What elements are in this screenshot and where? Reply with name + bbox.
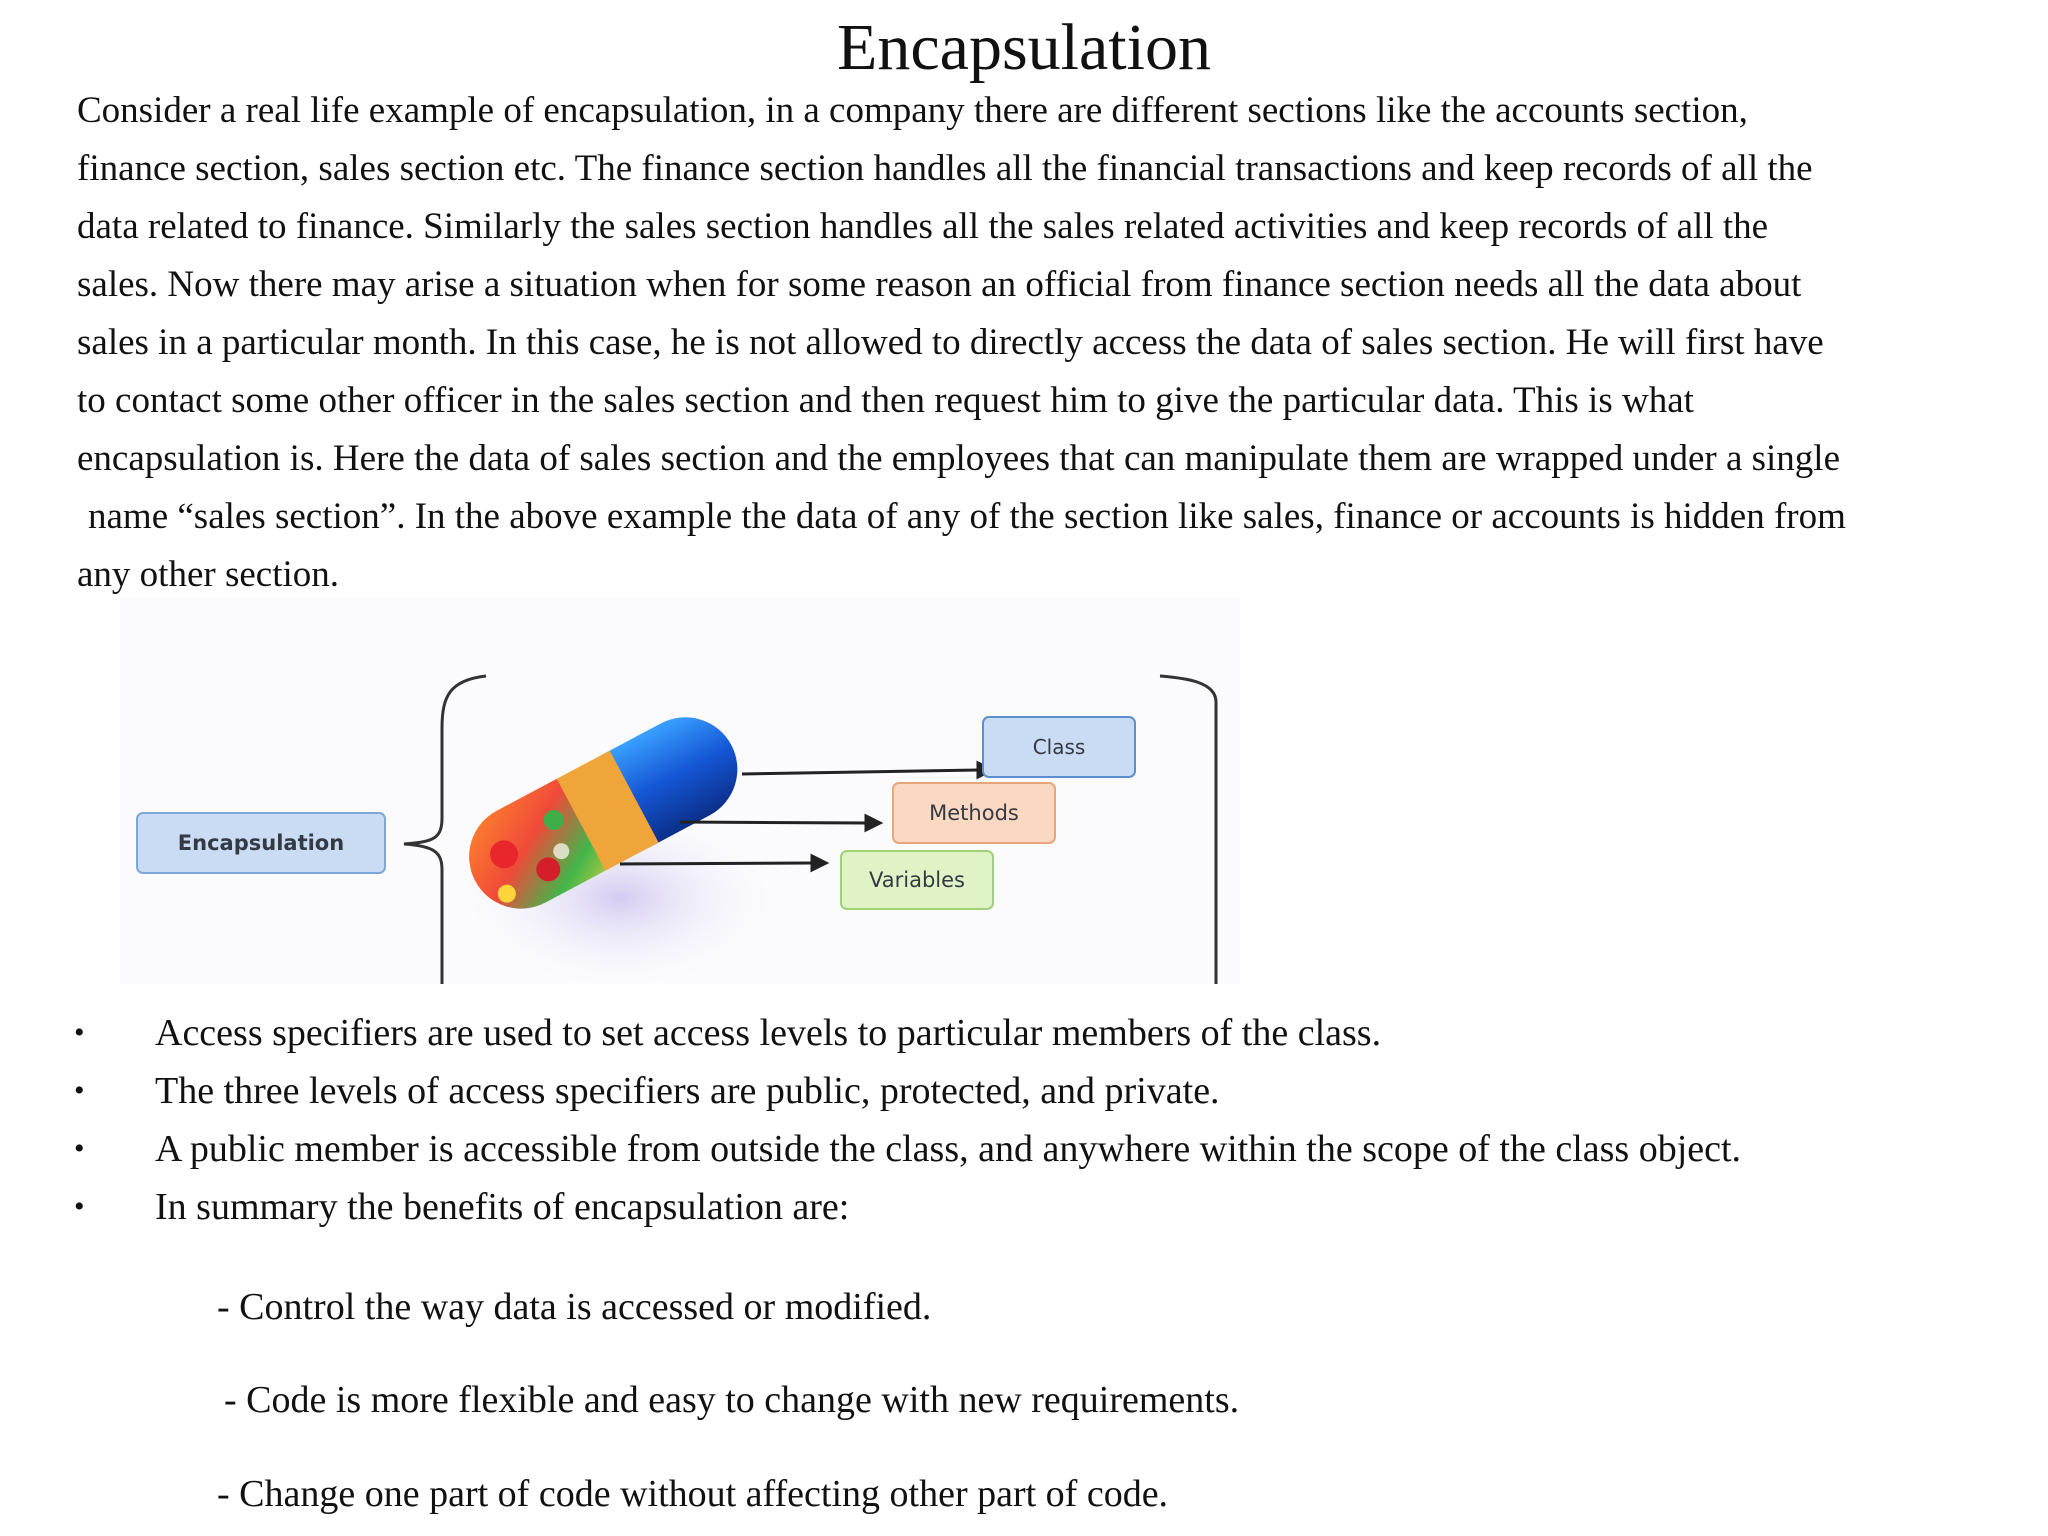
list-item xyxy=(0,1178,1741,1236)
paragraph-line: any other section. xyxy=(77,554,339,595)
slide-title: Encapsulation xyxy=(837,11,1211,84)
methods-box: Methods xyxy=(892,782,1056,844)
paragraph-line: name “sales section”. In the above example the data of any of the section like sales, finance or accounts is hidden from xyxy=(88,496,1846,537)
encapsulation-diagram xyxy=(120,598,1240,984)
bullet-text: The three levels of access specifiers are public, protected, and private. xyxy=(155,1070,1220,1112)
paragraph-line: sales in a particular month. In this case, he is not allowed to directly access the data of sales section. He will first have xyxy=(77,322,1824,363)
paragraph-line: data related to finance. Similarly the sales section handles all the sales related activities and keep records of all the xyxy=(77,206,1769,247)
encapsulation-box: Encapsulation xyxy=(136,812,386,874)
diagram-graphics xyxy=(120,598,1240,984)
benefit-item: - Code is more flexible and easy to change with new requirements. xyxy=(224,1379,1240,1421)
variables-box: Variables xyxy=(840,850,994,910)
paragraph-line: to contact some other officer in the sales section and then request him to give the particular data. This is what xyxy=(77,380,1694,421)
list-item xyxy=(0,1004,1741,1062)
class-box: Class xyxy=(982,716,1136,778)
bullet-text: Access specifiers are used to set access levels to particular members of the class. xyxy=(155,1012,1382,1054)
benefit-item: - Change one part of code without affecting other part of code. xyxy=(217,1473,1169,1515)
bullet-text: In summary the benefits of encapsulation are: xyxy=(155,1186,850,1228)
bullet-icon: • xyxy=(74,1016,85,1049)
intro-paragraph xyxy=(77,82,2007,604)
paragraph-line: encapsulation is. Here the data of sales section and the employees that can manipulate them are wrapped under a single xyxy=(77,438,1841,479)
paragraph-line: Consider a real life example of encapsulation, in a company there are different sections like the accounts section, xyxy=(77,90,1748,131)
benefit-item: - Control the way data is accessed or modified. xyxy=(217,1286,932,1328)
list-item xyxy=(0,1120,1741,1178)
bullet-list xyxy=(0,1004,1741,1236)
bullet-icon: • xyxy=(74,1074,85,1107)
right-bracket xyxy=(1160,676,1216,984)
list-item xyxy=(0,1062,1741,1120)
bullet-icon: • xyxy=(74,1132,85,1165)
paragraph-line: sales. Now there may arise a situation when for some reason an official from finance section needs all the data about xyxy=(77,264,1802,305)
bullet-icon: • xyxy=(74,1190,85,1223)
bullet-text: A public member is accessible from outside the class, and anywhere within the scope of the class object. xyxy=(155,1128,1742,1170)
paragraph-line: finance section, sales section etc. The finance section handles all the financial transactions and keep records of all the xyxy=(77,148,1813,189)
